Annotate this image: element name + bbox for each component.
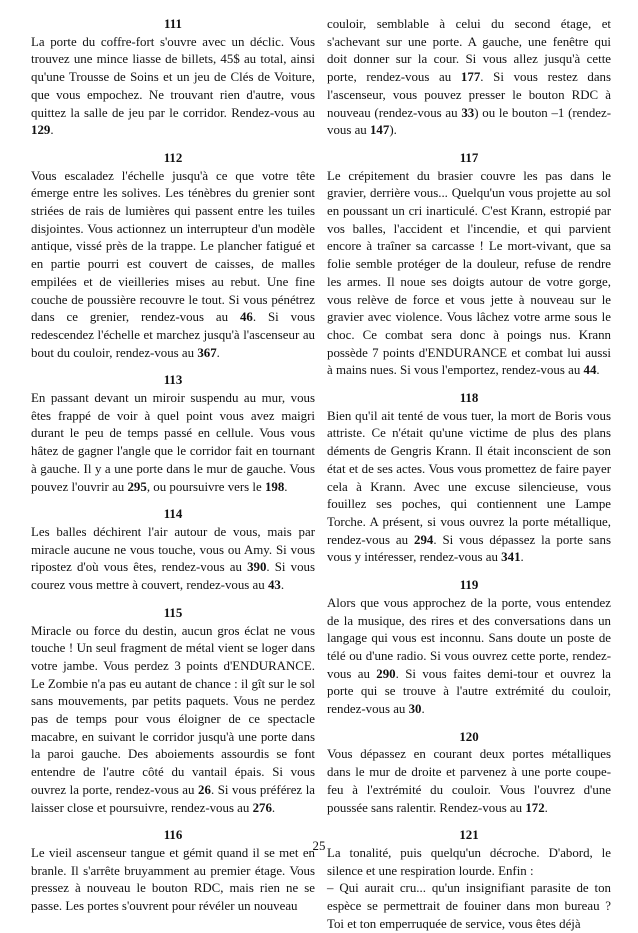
section-ref-link[interactable]: 367 — [197, 345, 217, 360]
section-ref-link[interactable]: 290 — [376, 666, 396, 681]
section-number: 117 — [459, 150, 479, 165]
section-ref-link[interactable]: 390 — [247, 560, 267, 575]
right-column — [327, 16, 611, 933]
section-number: 112 — [163, 150, 183, 165]
section-text: La tonalité, puis quelqu'un décroche. D'abord, le silence et une respiration lourde. Enfin : – Qui aurait cru... qu'un insignifiant parasite de ton espèce se permettrait de fouiner dans mon bureau ? Toi et ton emperruquée de service, vous êtes déjà — [327, 845, 611, 931]
section-text: Alors que vous approchez de la porte, vous entendez de la musique, des rires et des conversations dans un langage qui vous est inconnu. Sans doute un poste de télé ou d'une radio. Si vous ouvrez cette porte, rendez-vous au 290. Si vous faites demi-tour et ouvrez la porte qui se trouve à l'autre extrémité du couloir, rendez-vous au 30. — [327, 595, 612, 717]
section-text: Vous escaladez l'échelle jusqu'à ce que votre tête émerge entre les solives. Les ténèbres du grenier sont striées de rais de lumières qui passent entre les tuiles disjointes. Vous actionnez un interrupteur d'un modèle antique, vissé près de la trappe. Le plancher fatigué et en partie pourri est couvert de caisses, de malles empilées et de vieilleries mises au rebut. Une fine couche de poussière recouvre le tout. Si vous pénétrez dans ce grenier, rendez-vous au 46. Si vous redescendez l'échelle et marchez jusqu'à l'ascenseur au bout du couloir, rendez-vous au 367. — [31, 168, 315, 360]
section-ref-link[interactable]: 129 — [31, 123, 51, 138]
section-ref-link[interactable]: 26 — [198, 782, 211, 797]
section-ref-link[interactable]: 172 — [525, 800, 545, 815]
page-number: 25 — [312, 839, 326, 853]
section-text: Miracle ou force du destin, aucun gros éclat ne vous touche ! Un seul fragment de métal vient se loger dans votre jambe. Vous perdez 3 points d'ENDURANCE. Le Zombie n'a pas eu autant de chance : il gît sur le sol sans mouvements, par petits paquets. Vous ne perdez pas de temps pour vous éloigner de ce spectacle macabre, en suivant le corridor jusqu'à une porte dans la paroi gauche. Des aboiements assourdis se font entendre de l'autre côté du vantail épais. Si vous ouvrez la porte, rendez-vous au 26. Si vous préférez la laisser close et poursuivre, rendez-vous au 276. — [31, 623, 316, 815]
section-number: 120 — [459, 729, 479, 744]
section-ref-link[interactable]: 147 — [369, 123, 390, 138]
section-text: La porte du coffre-fort s'ouvre avec un déclic. Vous trouvez une mince liasse de billets, 45$ au total, ainsi qu'une Trousse de Soins et un jeu de Clés de Voiture, que vous empochez. Ne trouvant rien d'autre, vous quittez la salle de jeu par le corridor. Rendez-vous au 129. — [31, 34, 315, 138]
section-text: Le vieil ascenseur tangue et gémit quand il se met en branle. Il s'arrête bruyamment au premier étage. Vous pressez à nouveau le bouton RDC, mais rien ne se passe. Les portes s'ouvrent pour révéler un nouveau — [31, 845, 315, 914]
section-ref-link[interactable]: 44 — [583, 363, 597, 378]
section-text: Bien qu'il ait tenté de vous tuer, la mort de Boris vous attriste. Ce n'était qu'une victime de plus des plans déments de Gengris Krann. Il était inconscient de son état et de ses actes. Vous vous promettez de faire payer cela à Krann. Avec une excuse silencieuse, vous fouillez ses poches, qui contiennent une Lampe Torche. A présent, si vous ouvrez la porte métallique, rendez-vous au 294. Si vous dépassez la porte sans vous y intéresser, rendez-vous au 341. — [327, 408, 611, 565]
section-number: 115 — [163, 605, 183, 620]
section-ref-link[interactable]: 33 — [461, 105, 475, 120]
section-number: 113 — [163, 373, 183, 388]
section-text: En passant devant un miroir suspendu au mur, vous êtes frappé de voir à quel point vous avez maigri durant le peu de temps passé en cellule. Vous vous hâtez de gagner l'angle que le corridor fait en tournant à gauche. Il y a une porte dans le mur de gauche. Vous pouvez l'ouvrir au 295, ou poursuivre vers le 198. — [31, 391, 315, 494]
left-column — [31, 16, 315, 916]
section-text: Les balles déchirent l'air autour de vous, mais par miracle aucune ne vous touche, vous ou Amy. Si vous ripostez d'où vous êtes, rendez-vous au 390. Si vous courez vous mettre à couvert, rendez-vous au 43. — [31, 524, 316, 593]
section-116-continuation: couloir, semblable à celui du second étage, et s'achevant sur une porte. A gauche, une fenêtre qui doit donner sur la cour. Si vous allez jusqu'à cette porte, rendez-vous au 177. Si vous restez dans l'ascenseur, vous pouvez presser le bouton RDC à nouveau (rendez-vous au 33) ou le bouton –1 (rendez-vous au 147). — [327, 17, 611, 138]
section-number: 121 — [459, 828, 479, 843]
section-ref-link[interactable]: 43 — [267, 578, 281, 593]
section-ref-link[interactable]: 46 — [239, 310, 253, 325]
section-ref-link[interactable]: 294 — [414, 532, 434, 547]
section-ref-link[interactable]: 177 — [460, 70, 481, 85]
section-ref-link[interactable]: 341 — [501, 550, 521, 565]
section-number: 119 — [459, 578, 479, 593]
section-ref-link[interactable]: 30 — [408, 702, 422, 717]
section-number: 111 — [164, 17, 182, 31]
section-ref-link[interactable]: 295 — [127, 479, 147, 494]
section-number: 116 — [163, 828, 183, 843]
section-ref-link[interactable]: 276 — [252, 800, 272, 815]
section-ref-link[interactable]: 198 — [264, 479, 285, 494]
section-text: Le crépitement du brasier couvre les pas dans le gravier, derrière vous... Quelqu'un vous projette au sol en poussant un cri inarticulé. C'est Krann, estropié par vos balles, l'accident et l'incendie, et qui parvient encore à traîner sa carcasse ! Le mort-vivant, que sa folie semble protéger de la douleur, refuse de rendre les armes. Il noue ses doigts autour de votre gorge, vous relève de force et vous jette à nouveau sur le gravier avec violence. Vous lâchez votre arme sous le choc. Ce combat sera donc à poings nus. Krann possède 7 points d'ENDURANCE et combat lui aussi à mains nues. Si vous l'emportez, rendez-vous au 44. — [327, 168, 611, 378]
section-text: Vous dépassez en courant deux portes métalliques dans le mur de droite et parvenez à une porte coupe-feu à l'extrémité du couloir. Vous l'ouvrez d'une poussée sans ralentir. Rendez-vous au 172. — [327, 747, 611, 815]
section-number: 118 — [459, 391, 479, 406]
section-number: 114 — [163, 507, 183, 522]
